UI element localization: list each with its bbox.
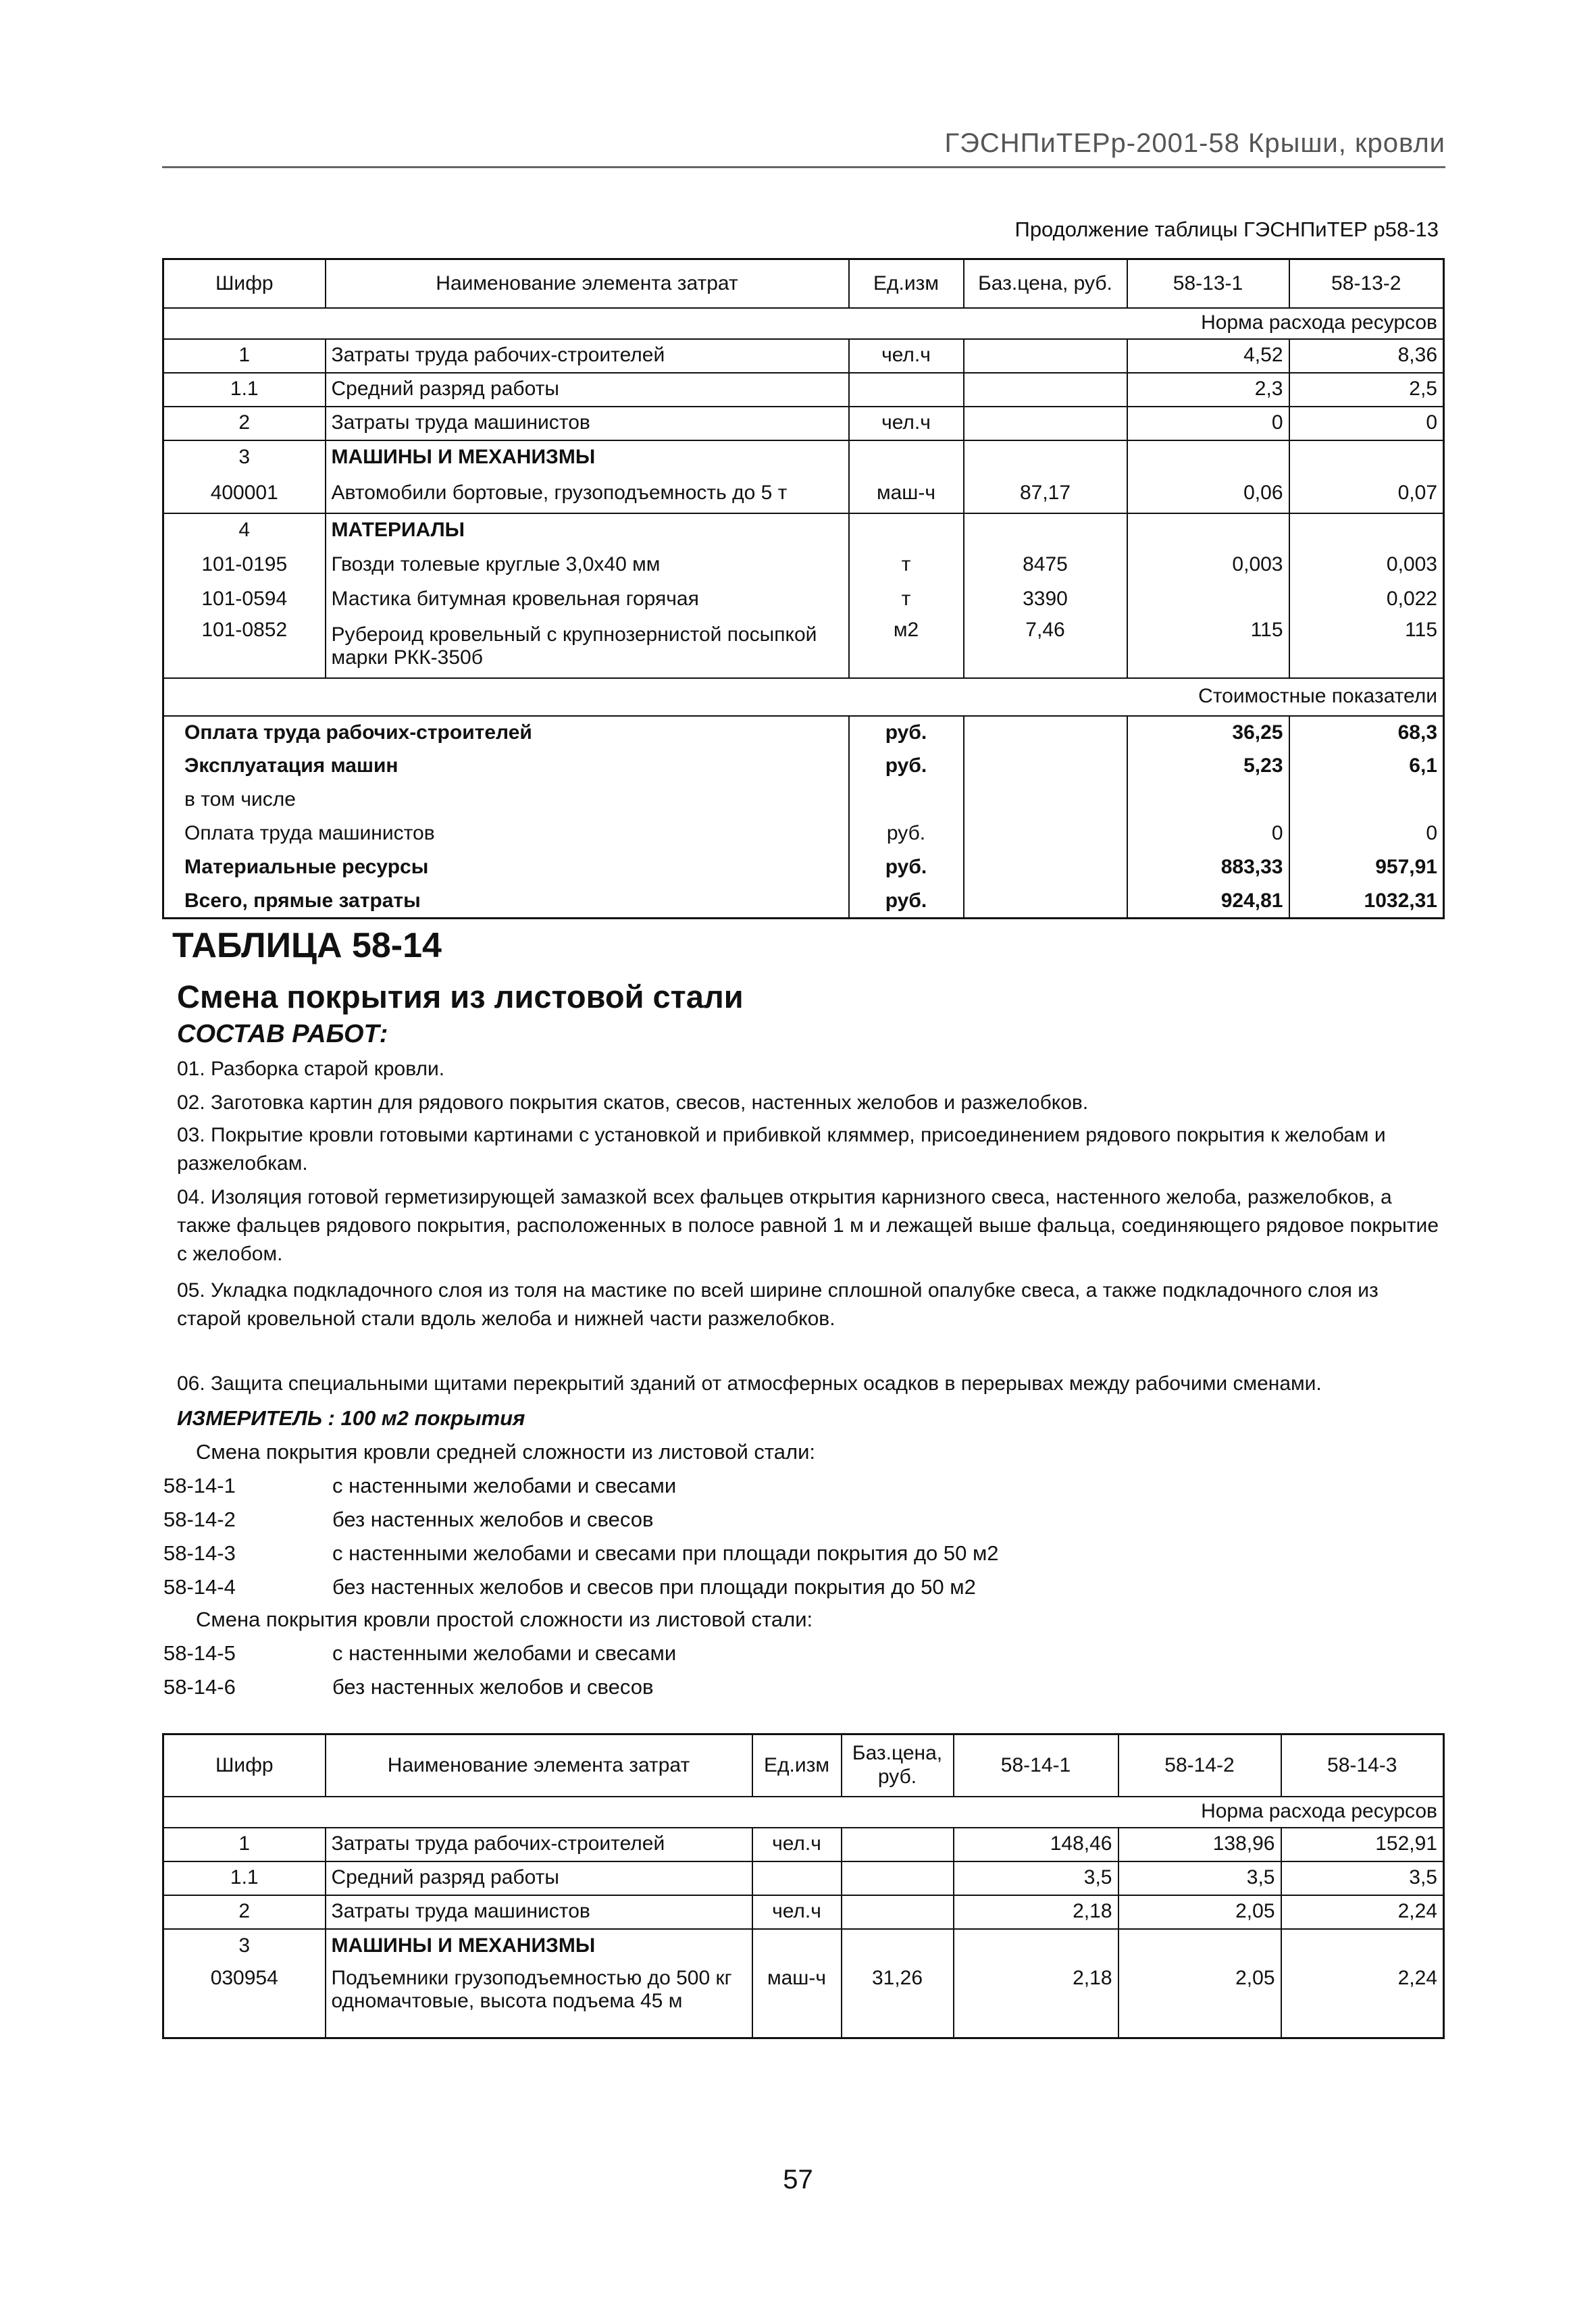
cell-code: 1.1 [163, 1861, 326, 1895]
variant-text: с настенными желобами и свесами [332, 1641, 677, 1665]
table-row [163, 616, 1444, 678]
table-row [163, 339, 1444, 373]
cell-unit: маш-ч [849, 474, 964, 513]
work-item: 04. Изоляция готовой герметизирующей замазкой всех фальцев открытия карнизного свеса, настенного желоба, разжелобков, а также фальцев рядового покрытия, расположенных в полосе равной 1 м и лежащей выше фальца, соединяющего рядовое покрытие с желобом. [177, 1186, 1439, 1265]
norm-label: Норма расхода ресурсов [163, 1797, 1444, 1828]
cost-row [163, 885, 1444, 919]
cost-value [1289, 783, 1444, 817]
cell-unit: чел.ч [752, 1828, 842, 1861]
cell-code: 101-0852 [163, 616, 326, 678]
variant-code: 58-14-6 [163, 1675, 236, 1699]
cell-code: 400001 [163, 474, 326, 513]
table-row [163, 373, 1444, 407]
cost-unit: руб. [849, 750, 964, 783]
table-continuation-caption: Продолжение таблицы ГЭСНПиТЕР р58-13 [1014, 217, 1439, 241]
variant-code: 58-14-5 [163, 1641, 236, 1665]
cell-code: 1 [163, 339, 326, 373]
cost-name: Оплата труда рабочих-строителей [163, 716, 849, 750]
cell-value: 0,06 [1127, 474, 1289, 513]
variant-row [163, 1474, 676, 1498]
cell-name: Подъемники грузоподъемностью до 500 кг одномачтовые, высота подъема 45 м [326, 1963, 752, 2038]
resource-table-58-14 [162, 1733, 1445, 2039]
work-item: 06. Защита специальными щитами перекрытий зданий от атмосферных осадков в перерывах между рабочими сменами. [177, 1372, 1322, 1395]
cell-value: 3,5 [1118, 1861, 1281, 1895]
running-header: ГЭСНПиТЕРр-2001-58 Крыши, кровли [944, 128, 1445, 158]
cell-name: Гвозди толевые круглые 3,0х40 мм [326, 547, 849, 584]
table-row [163, 513, 1444, 547]
cost-unit: руб. [849, 817, 964, 851]
cell-value: 138,96 [1118, 1828, 1281, 1861]
table-header-row [163, 259, 1444, 308]
variant-code: 58-14-1 [163, 1474, 236, 1497]
cell-value: 0 [1127, 407, 1289, 440]
work-composition-heading: СОСТАВ РАБОТ: [177, 1020, 388, 1048]
header-unit: Ед.изм [752, 1734, 842, 1797]
cell-code: 3 [163, 440, 326, 474]
cell-unit: т [849, 547, 964, 584]
variant-text: без настенных желобов и свесов при площади покрытия до 50 м2 [332, 1575, 976, 1599]
cell-unit: чел.ч [752, 1895, 842, 1929]
table-row [163, 584, 1444, 616]
cost-name: в том числе [163, 783, 849, 817]
measure-unit: ИЗМЕРИТЕЛЬ : 100 м2 покрытия [177, 1406, 525, 1430]
cell-unit: маш-ч [752, 1963, 842, 2038]
variant-row [163, 1675, 653, 1699]
header-code: Шифр [163, 259, 326, 308]
cost-unit: руб. [849, 851, 964, 885]
cell-name: Затраты труда рабочих-строителей [326, 1828, 752, 1861]
table-row [163, 1963, 1444, 2038]
cell-price [964, 373, 1127, 407]
variant-text: без настенных желобов и свесов [332, 1508, 654, 1531]
header-name: Наименование элемента затрат [326, 259, 849, 308]
variant-text: с настенными желобами и свесами при площади покрытия до 50 м2 [332, 1541, 999, 1565]
cell-code: 2 [163, 1895, 326, 1929]
cell-unit: м2 [849, 616, 964, 678]
cell-value: 115 [1127, 616, 1289, 678]
variant-code: 58-14-3 [163, 1541, 236, 1565]
cost-value: 36,25 [1127, 716, 1289, 750]
cell-price: 87,17 [964, 474, 1127, 513]
cell-price [964, 339, 1127, 373]
cell-unit [752, 1861, 842, 1895]
cell-value: 2,24 [1281, 1895, 1444, 1929]
variant-row [163, 1641, 676, 1666]
cost-value: 1032,31 [1289, 885, 1444, 919]
table-row [163, 474, 1444, 513]
cell-value: 0,003 [1127, 547, 1289, 584]
header-58-14-2: 58-14-2 [1118, 1734, 1281, 1797]
cell-value: 2,18 [954, 1895, 1118, 1929]
header-58-14-3: 58-14-3 [1281, 1734, 1444, 1797]
cell-name: Мастика битумная кровельная горячая [326, 584, 849, 616]
variant-row [163, 1575, 976, 1599]
work-item: 03. Покрытие кровли готовыми картинами с установкой и прибивкой кляммер, присоединением рядового покрытия к желобам и разжелобкам. [177, 1124, 1386, 1175]
cell-unit [849, 373, 964, 407]
table-header-row [163, 1734, 1444, 1797]
work-item: 05. Укладка подкладочного слоя из толя на мастике по всей ширине сплошной опалубке свеса, а также подкладочного слоя из старой кровельной стали вдоль желоба и нижней части разжелобков. [177, 1279, 1379, 1330]
group-intro: Смена покрытия кровли простой сложности из листовой стали: [196, 1608, 813, 1631]
header-unit: Ед.изм [849, 259, 964, 308]
variant-row [163, 1541, 999, 1566]
cell-value: 0,022 [1289, 584, 1444, 616]
cost-row [163, 750, 1444, 783]
cost-unit: руб. [849, 716, 964, 750]
cell-code: 030954 [163, 1963, 326, 2038]
header-58-13-2: 58-13-2 [1289, 259, 1444, 308]
table-row [163, 1861, 1444, 1895]
cell-code: 4 [163, 513, 326, 547]
cost-label: Стоимостные показатели [163, 678, 1444, 716]
cell-value: 2,24 [1281, 1963, 1444, 2038]
work-item: 01. Разборка старой кровли. [177, 1058, 445, 1080]
cell-section-title: МАТЕРИАЛЫ [326, 513, 849, 547]
cell-name: Затраты труда машинистов [326, 1895, 752, 1929]
cell-unit: т [849, 584, 964, 616]
resource-table-58-13 [162, 258, 1445, 919]
cost-row [163, 783, 1444, 817]
header-58-14-1: 58-14-1 [954, 1734, 1118, 1797]
cost-value: 924,81 [1127, 885, 1289, 919]
header-name: Наименование элемента затрат [326, 1734, 752, 1797]
cell-code: 101-0594 [163, 584, 326, 616]
table-row [163, 547, 1444, 584]
table-row [163, 407, 1444, 440]
cell-name: Рубероид кровельный с крупнозернистой посыпкой марки РКК-350б [326, 616, 849, 678]
page-number: 57 [783, 2165, 813, 2194]
cost-name: Всего, прямые затраты [163, 885, 849, 919]
cell-code: 3 [163, 1929, 326, 1963]
cost-price [964, 750, 1127, 783]
group-intro: Смена покрытия кровли средней сложности из листовой стали: [196, 1440, 816, 1464]
variant-text: с настенными желобами и свесами [332, 1474, 677, 1497]
cell-value: 2,5 [1289, 373, 1444, 407]
cell-value: 3,5 [954, 1861, 1118, 1895]
header-code: Шифр [163, 1734, 326, 1797]
cell-value: 2,3 [1127, 373, 1289, 407]
cell-section-title: МАШИНЫ И МЕХАНИЗМЫ [326, 1929, 752, 1963]
cell-price: 31,26 [842, 1963, 954, 2038]
cell-value: 4,52 [1127, 339, 1289, 373]
cell-code: 1.1 [163, 373, 326, 407]
table-58-14-title: ТАБЛИЦА 58-14 [172, 926, 442, 965]
cell-name: Затраты труда рабочих-строителей [326, 339, 849, 373]
header-base-price: Баз.цена, руб. [964, 259, 1127, 308]
cell-name: Затраты труда машинистов [326, 407, 849, 440]
cost-value: 68,3 [1289, 716, 1444, 750]
header-base-price: Баз.цена, руб. [842, 1734, 954, 1797]
cost-value: 0 [1289, 817, 1444, 851]
cost-name: Материальные ресурсы [163, 851, 849, 885]
cell-price [842, 1895, 954, 1929]
variant-row [163, 1508, 653, 1532]
table-row [163, 440, 1444, 474]
cell-code: 101-0195 [163, 547, 326, 584]
table-row [163, 1828, 1444, 1861]
cell-value: 2,05 [1118, 1963, 1281, 2038]
cost-price [964, 885, 1127, 919]
cell-value: 2,05 [1118, 1895, 1281, 1929]
cell-value: 3,5 [1281, 1861, 1444, 1895]
cell-name: Автомобили бортовые, грузоподъемность до 5 т [326, 474, 849, 513]
cell-unit: чел.ч [849, 407, 964, 440]
header-58-13-1: 58-13-1 [1127, 259, 1289, 308]
cell-value: 152,91 [1281, 1828, 1444, 1861]
table-row [163, 1929, 1444, 1963]
variant-code: 58-14-4 [163, 1575, 236, 1599]
cost-row [163, 716, 1444, 750]
cost-row [163, 817, 1444, 851]
cell-value [1127, 584, 1289, 616]
work-item: 02. Заготовка картин для рядового покрытия скатов, свесов, настенных желобов и разжелобков. [177, 1091, 1089, 1114]
cost-price [964, 817, 1127, 851]
cell-value: 0,003 [1289, 547, 1444, 584]
cell-price [842, 1861, 954, 1895]
table-row [163, 1895, 1444, 1929]
norm-label: Норма расхода ресурсов [163, 308, 1444, 339]
cost-value: 5,23 [1127, 750, 1289, 783]
cost-price [964, 716, 1127, 750]
cost-value [1127, 783, 1289, 817]
header-rule [162, 166, 1445, 168]
cost-unit: руб. [849, 885, 964, 919]
cell-value: 2,18 [954, 1963, 1118, 2038]
cost-value: 6,1 [1289, 750, 1444, 783]
cell-code: 2 [163, 407, 326, 440]
cost-name: Оплата труда машинистов [163, 817, 849, 851]
cost-value: 0 [1127, 817, 1289, 851]
cell-name: Средний разряд работы [326, 1861, 752, 1895]
cost-value: 957,91 [1289, 851, 1444, 885]
cell-value: 0 [1289, 407, 1444, 440]
cell-value: 148,46 [954, 1828, 1118, 1861]
cell-code: 1 [163, 1828, 326, 1861]
cell-value: 115 [1289, 616, 1444, 678]
table-58-14-subtitle: Смена покрытия из листовой стали [177, 979, 744, 1014]
cell-price: 7,46 [964, 616, 1127, 678]
variant-text: без настенных желобов и свесов [332, 1675, 654, 1699]
cell-price: 8475 [964, 547, 1127, 584]
cost-price [964, 851, 1127, 885]
cell-price: 3390 [964, 584, 1127, 616]
cell-unit: чел.ч [849, 339, 964, 373]
cell-price [964, 407, 1127, 440]
variant-code: 58-14-2 [163, 1508, 236, 1531]
cost-price [964, 783, 1127, 817]
cell-price [842, 1828, 954, 1861]
cell-value: 8,36 [1289, 339, 1444, 373]
cost-name: Эксплуатация машин [163, 750, 849, 783]
cell-name: Средний разряд работы [326, 373, 849, 407]
cost-value: 883,33 [1127, 851, 1289, 885]
cost-unit [849, 783, 964, 817]
cost-row [163, 851, 1444, 885]
cell-value: 0,07 [1289, 474, 1444, 513]
cell-section-title: МАШИНЫ И МЕХАНИЗМЫ [326, 440, 849, 474]
